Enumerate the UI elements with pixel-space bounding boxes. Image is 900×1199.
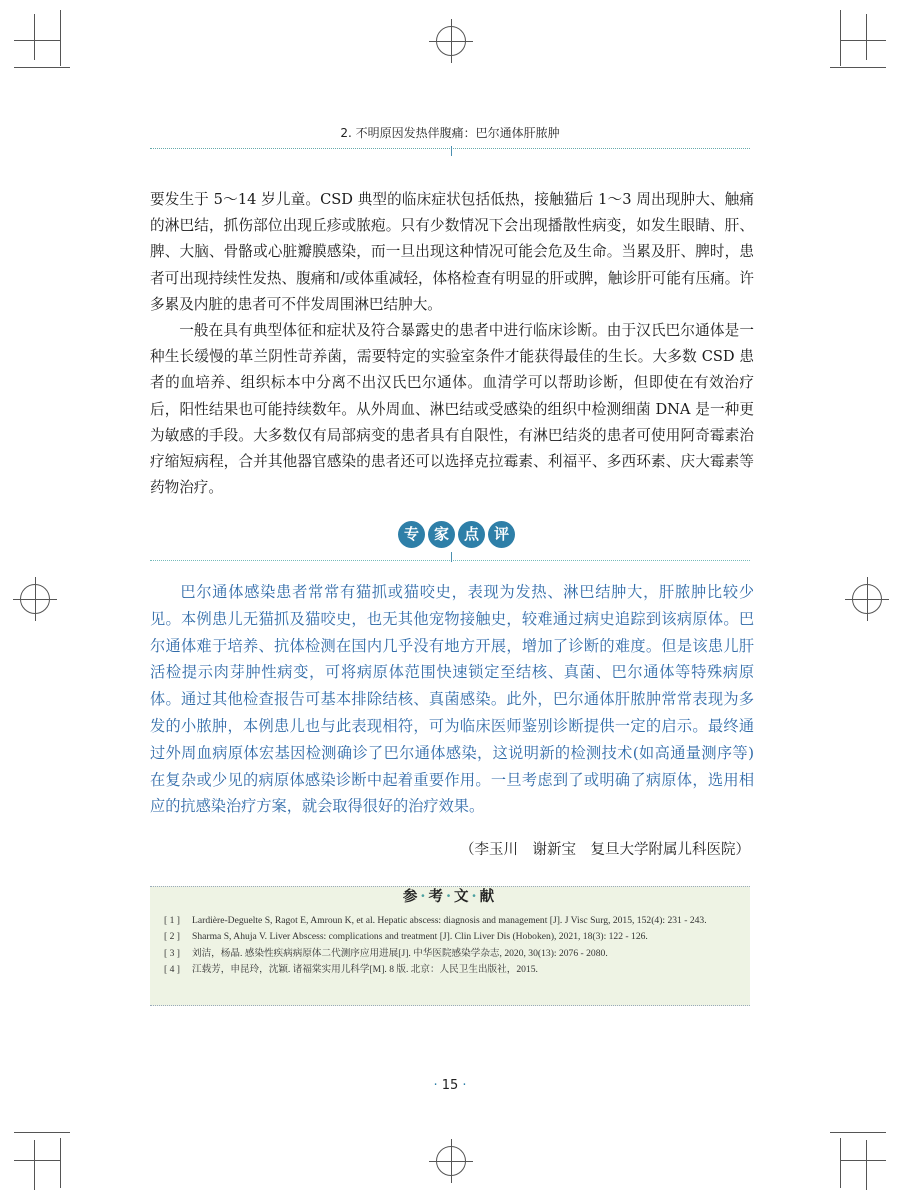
reference-text: Lardière-Deguelte S, Ragot E, Amroun K, et al. Hepatic abscess: diagnosis and management [J]. J Visc Surg, 2015, 152(4): 231 - 243.: [192, 915, 707, 926]
registration-mark-top: [436, 26, 466, 56]
crop-mark: [14, 40, 60, 41]
reference-number: [ 4 ]: [164, 963, 180, 975]
references-title: 参·考·文·献: [402, 888, 498, 905]
crop-mark: [840, 40, 886, 41]
expert-heading-char: 点: [458, 521, 485, 548]
reference-number: [ 3 ]: [164, 947, 180, 959]
crop-mark: [34, 14, 35, 60]
reference-text: Sharma S, Ahuja V. Liver Abscess: complications and treatment [J]. Clin Liver Dis (Hoboken), 2021, 18(3): 122 - 126.: [192, 931, 648, 943]
crop-mark: [60, 10, 61, 66]
crop-mark: [840, 1138, 841, 1188]
expert-review-rule: [150, 560, 750, 561]
registration-mark-bottom: [436, 1146, 466, 1176]
running-head-tick: [451, 146, 452, 156]
references-list: [164, 913, 742, 978]
reference-number: [ 2 ]: [164, 931, 180, 943]
crop-mark: [830, 67, 886, 68]
expert-review-heading: [398, 521, 515, 551]
expert-heading-char: 家: [428, 521, 455, 548]
reference-item: [164, 946, 742, 962]
crop-mark: [840, 10, 841, 66]
reference-item: [164, 929, 742, 945]
running-head: 2. 不明原因发热伴腹痛：巴尔通体肝脓肿: [340, 126, 560, 140]
expert-review-tick: [451, 552, 452, 562]
reference-number: [ 1 ]: [164, 915, 180, 926]
crop-mark: [34, 1140, 35, 1190]
crop-mark: [866, 14, 867, 60]
body-paragraph: 要发生于 5～14 岁儿童。CSD 典型的临床症状包括低热，接触猫后 1～3 周出现肿大、触痛的淋巴结，抓伤部位出现丘疹或脓疱。只有少数情况下会出现播散性病变，如发生眼睛、肝、脾、大脑、骨骼或心脏瓣膜感染，而一旦出现这种情况可能会危及生命。当累及肝、脾时，患者可出现持续性发热、腹痛和/或体重减轻，体格检查有明显的肝或脾，触诊肝可能有压痛。许多累及内脏的患者可不伴发周围淋巴结肿大。: [150, 191, 754, 313]
page-number: · 15 ·: [433, 1078, 467, 1093]
reference-text: 江载芳，申昆玲，沈颖. 诸福棠实用儿科学[M]. 8 版. 北京：人民卫生出版社，2015.: [192, 963, 538, 975]
reference-item: [164, 962, 742, 978]
registration-mark-right: [852, 584, 882, 614]
crop-mark: [830, 1132, 886, 1133]
crop-mark: [14, 1132, 70, 1133]
reference-item: [164, 913, 742, 929]
expert-heading-char: 专: [398, 521, 425, 548]
expert-review-paragraph: 巴尔通体感染患者常常有猫抓或猫咬史，表现为发热、淋巴结肿大，肝脓肿比较少见。本例患儿无猫抓及猫咬史，也无其他宠物接触史，较难通过病史追踪到该病原体。巴尔通体难于培养、抗体检测在国内几乎没有地方开展，增加了诊断的难度。但是该患儿肝活检提示肉芽肿性病变，可将病原体范围快速锁定至结核、真菌、巴尔通体等特殊病原体。通过其他检查报告可基本排除结核、真菌感染。此外，巴尔通体肝脓肿常常表现为多发的小脓肿，本例患儿也与此表现相符，可为临床医师鉴别诊断提供一定的启示。最终通过外周血病原体宏基因检测确诊了巴尔通体感染，这说明新的检测技术(如高通量测序等)在复杂或少见的病原体感染诊断中起着重要作用。一旦考虑到了或明确了病原体，选用相应的抗感染治疗方案，就会取得很好的治疗效果。: [150, 583, 754, 816]
body-paragraph: 一般在具有典型体征和症状及符合暴露史的患者中进行临床诊断。由于汉氏巴尔通体是一种生长缓慢的革兰阴性苛养菌，需要特定的实验室条件才能获得最佳的生长。大多数 CSD 患者的血培养、组织标本中分离不出汉氏巴尔通体。血清学可以帮助诊断，但即使在有效治疗后，阳性结果也可能持续数年。从外周血、淋巴结或受感染的组织中检测细菌 DNA 是一种更为敏感的手段。大多数仅有局部病变的患者具有自限性，有淋巴结炎的患者可使用阿奇霉素治疗缩短病程，合并其他器官感染的患者还可以选择克拉霉素、利福平、多西环素、庆大霉素等药物治疗。: [150, 322, 754, 497]
registration-mark-left: [20, 584, 50, 614]
body-text: [150, 187, 754, 501]
running-head-rule: [150, 148, 750, 149]
crop-mark: [866, 1140, 867, 1190]
expert-review-text: [150, 579, 754, 820]
crop-mark: [14, 1160, 60, 1161]
reference-text: 刘洁，杨晶. 感染性疾病病原体二代测序应用进展[J]. 中华医院感染学杂志, 2020, 30(13): 2076 - 2080.: [192, 947, 608, 959]
crop-mark: [60, 1138, 61, 1188]
crop-mark: [14, 67, 70, 68]
crop-mark: [840, 1160, 886, 1161]
expert-heading-char: 评: [488, 521, 515, 548]
expert-signature: （李玉川 谢新宝 复旦大学附属儿科医院）: [460, 842, 750, 858]
references-box: [150, 886, 750, 1006]
